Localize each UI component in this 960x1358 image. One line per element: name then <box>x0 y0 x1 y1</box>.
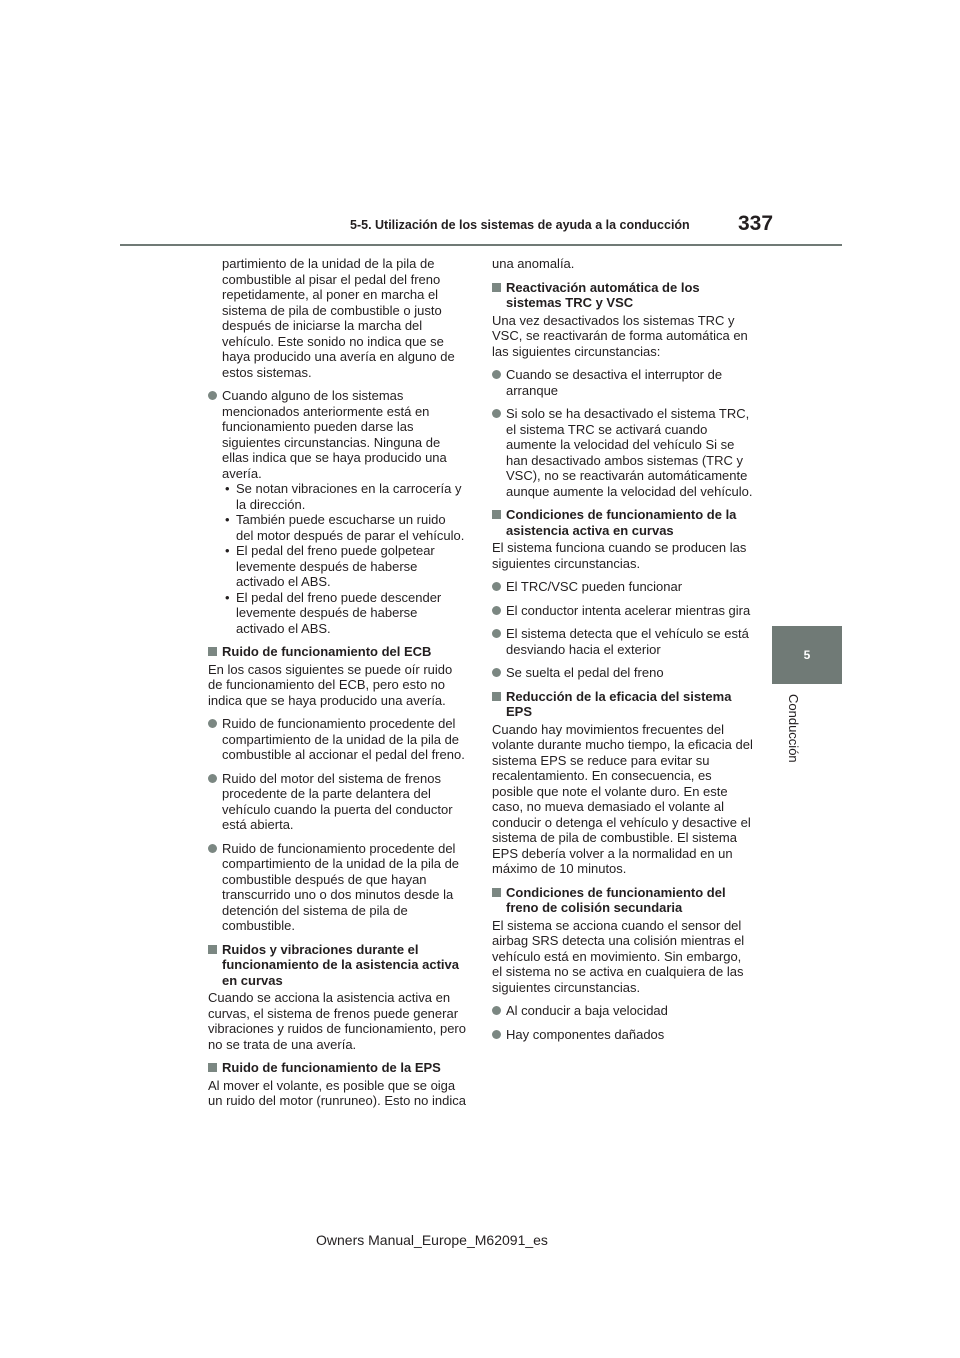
bullet-item: Se suelta el pedal del freno <box>492 665 754 681</box>
bullet-item: Ruido del motor del sistema de frenos procedente de la parte delantera del vehículo cuando la puerta del conductor está abierta. <box>208 771 466 833</box>
paragraph: El sistema se acciona cuando el sensor del airbag SRS detecta una colisión mientras el vehículo está en movimiento. Sin embargo, el sistema no se activa en cualquiera de las siguientes circunstancias. <box>492 917 745 995</box>
sub-list <box>222 481 466 636</box>
section-heading: Condiciones de funcionamiento de la asistencia activa en curvas <box>492 507 754 538</box>
bullet-item <box>208 388 466 636</box>
paragraph: Cuando hay movimientos frecuentes del volante durante mucho tiempo, la eficacia del sistema EPS se reduce para evitar su recalentamiento. En consecuencia, es posible que note el volante duro. En este caso, no mueva demasiado el volante al conducir o detenga el vehículo y desactive el sistema de pila de combustible. El sistema EPS debería volver a la normalidad en un máximo de 10 minutos. <box>492 721 753 876</box>
footer-manual-id: Owners Manual_Europe_M62091_es <box>316 1232 548 1248</box>
bullet-item: El sistema detecta que el vehículo se está desviando hacia el exterior <box>492 626 754 657</box>
page-number: 337 <box>738 212 774 235</box>
sub-item: • También puede escucharse un ruido del motor después de parar el vehículo. <box>222 512 466 543</box>
bullet-item: Ruido de funcionamiento procedente del compartimiento de la unidad de la pila de combustible después de que hayan transcurrido uno o dos minutos desde la detención del sistema de pila de combustible. <box>208 841 466 934</box>
paragraph: Al mover el volante, es posible que se oiga un ruido del motor (runruneo). Esto no indica <box>208 1077 466 1108</box>
chapter-label: Conducción <box>786 694 801 763</box>
paragraph: una anomalía. <box>492 256 575 271</box>
paragraph: En los casos siguientes se puede oír ruido de funcionamiento del ECB, pero esto no indica que se haya producido una avería. <box>208 661 453 708</box>
chapter-tab[interactable]: 5 <box>772 626 842 684</box>
section-heading: Ruido de funcionamiento del ECB <box>208 644 466 660</box>
bullet-item: Si solo se ha desactivado el sistema TRC, el sistema TRC se activará cuando aumente la velocidad del vehículo Si se han desactivado ambos sistemas (TRC y VSC), no se reactivarán automáticamente aunque aumente la velocidad del vehículo. <box>492 406 754 499</box>
bullet-item: Al conducir a baja velocidad <box>492 1003 754 1019</box>
paragraph: Una vez desactivados los sistemas TRC y VSC, se reactivarán de forma automática en las siguientes circunstancias: <box>492 312 748 359</box>
sub-item: • Se notan vibraciones en la carrocería y la dirección. <box>222 481 466 512</box>
paragraph: Cuando se acciona la asistencia activa en curvas, el sistema de frenos puede generar vibraciones y ruidos de funcionamiento, pero no se trata de una avería. <box>208 990 466 1052</box>
bullet-item: El conductor intenta acelerar mientras gira <box>492 603 754 619</box>
bullet-item: El TRC/VSC pueden funcionar <box>492 579 754 595</box>
section-heading: Reactivación automática de los sistemas TRC y VSC <box>492 280 754 311</box>
header-divider <box>120 244 842 246</box>
sub-item: • El pedal del freno puede golpetear levemente después de haberse activado el ABS. <box>222 543 466 590</box>
section-heading: Condiciones de funcionamiento del freno de colisión secundaria <box>492 885 754 916</box>
section-heading: Reducción de la eficacia del sistema EPS <box>492 689 754 720</box>
right-column <box>492 256 754 1050</box>
paragraph: El sistema funciona cuando se producen las siguientes circunstancias. <box>492 540 747 571</box>
left-column <box>208 256 466 1117</box>
bullet-item: Hay componentes dañados <box>492 1027 754 1043</box>
section-title: 5-5. Utilización de los sistemas de ayuda a la conducción <box>350 218 690 232</box>
bullet-item: Cuando se desactiva el interruptor de arranque <box>492 367 754 398</box>
paragraph: partimiento de la unidad de la pila de combustible al pisar el pedal del freno repetidamente, al poner en marcha el sistema de pila de combustible o justo después de iniciarse la marcha del vehículo. Este sonido no indica que se haya producido una avería en alguno de estos sistemas. <box>222 256 455 380</box>
section-heading: Ruido de funcionamiento de la EPS <box>208 1060 466 1076</box>
sub-item: • El pedal del freno puede descender levemente después de haberse activado el ABS. <box>222 590 466 637</box>
section-heading: Ruidos y vibraciones durante el funcionamiento de la asistencia activa en curvas <box>208 942 466 989</box>
bullet-item: Ruido de funcionamiento procedente del compartimiento de la unidad de la pila de combustible al accionar el pedal del freno. <box>208 716 466 763</box>
bullet-text: Cuando alguno de los sistemas mencionados anteriormente está en funcionamiento pueden darse las siguientes circunstancias. Ninguna de ellas indica que se haya producido una avería. <box>222 388 447 481</box>
